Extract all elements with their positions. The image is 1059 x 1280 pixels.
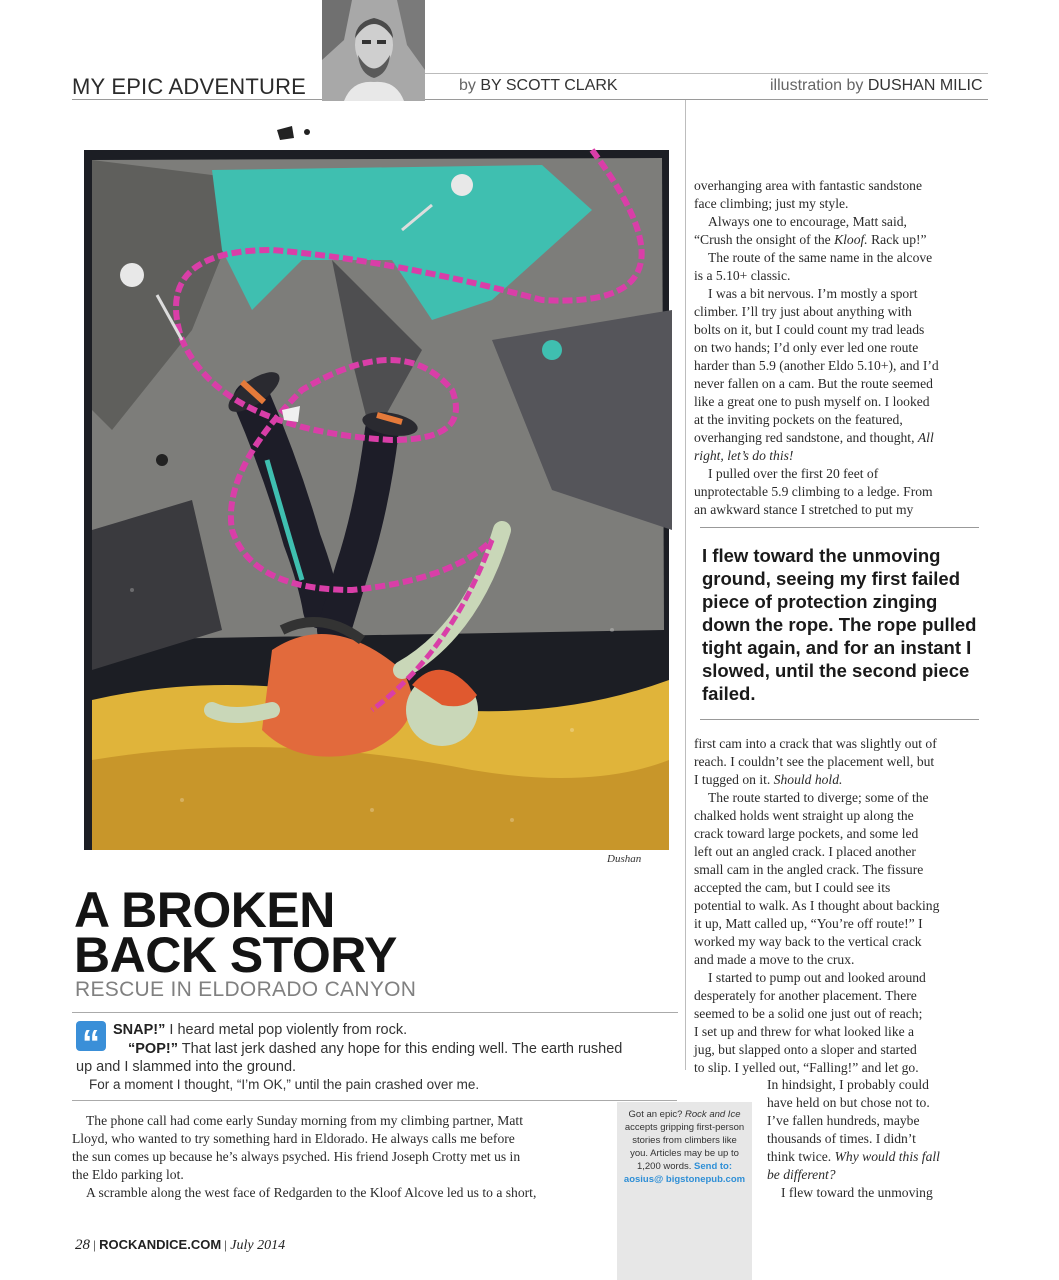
body-right-line: I’ve fallen hundreds, maybe bbox=[767, 1113, 920, 1128]
callout-text bbox=[623, 1108, 746, 1186]
footer-separator: | bbox=[224, 1237, 228, 1252]
illustrator-prefix: illustration by bbox=[770, 77, 864, 94]
body-right-line: Always one to encourage, Matt said, bbox=[708, 214, 907, 229]
body-right-line: thousands of times. I didn’t bbox=[767, 1131, 916, 1146]
illustrator-name: DUSHAN MILIC bbox=[867, 77, 983, 94]
intro-pop-rest: That last jerk dashed any hope for this ending well. The earth rushed bbox=[177, 1041, 623, 1057]
intro-snap-rest: I heard metal pop violently from rock. bbox=[165, 1022, 408, 1038]
body-right-line: overhanging area with fantastic sandstone bbox=[694, 178, 922, 193]
text-run: think twice. bbox=[767, 1149, 835, 1164]
author-name: BY SCOTT CLARK bbox=[480, 77, 618, 94]
text-run-italic: Why would this fall bbox=[834, 1149, 940, 1164]
body-right-line: to slip. I yelled out, “Falling!” and let go. bbox=[694, 1060, 919, 1075]
body-right-line bbox=[694, 429, 986, 447]
body-right-line: I started to pump out and looked around bbox=[708, 970, 926, 985]
header-rule-left bbox=[72, 99, 322, 100]
text-run: “Crush the onsight of the bbox=[694, 232, 835, 247]
callout-email-link[interactable]: Send to: aosius@ bigstonepub.com bbox=[623, 1161, 746, 1185]
intro-pop: “POP!” bbox=[128, 1041, 178, 1057]
body-left-line: the Eldo parking lot. bbox=[72, 1167, 184, 1182]
header-rule-right bbox=[425, 99, 988, 100]
subtitle-rule bbox=[72, 1012, 678, 1013]
text-run: overhanging red sandstone, and thought, bbox=[694, 430, 918, 445]
pull-quote: I flew toward the unmoving ground, seeing my first failed piece of protection zinging down the rope. The rope pulled tight again, and for an instant I slowed, until the second piece failed. bbox=[702, 545, 977, 704]
body-right-line: harder than 5.9 (another Eldo 5.10+), and I’d bbox=[694, 358, 939, 373]
body-right-line: left out an angled crack. I placed another bbox=[694, 844, 916, 859]
body-right-line bbox=[694, 771, 986, 789]
body-right-line: face climbing; just my style. bbox=[694, 196, 849, 211]
page-number: 28 bbox=[75, 1237, 90, 1253]
body-left-line: A scramble along the west face of Redgarden to the Kloof Alcove led us to a short, bbox=[86, 1185, 537, 1200]
body-right-line: I flew toward the unmoving bbox=[781, 1185, 933, 1200]
body-right-bottom bbox=[767, 1076, 987, 1202]
text-run-italic: Should hold. bbox=[773, 772, 843, 787]
body-right-line bbox=[694, 231, 986, 249]
body-right-line bbox=[694, 447, 986, 465]
body-right-line: The route started to diverge; some of the bbox=[708, 790, 929, 805]
body-right-line: bolts on it, but I could count my trad leads bbox=[694, 322, 925, 337]
footer-site-link[interactable]: ROCKANDICE.COM bbox=[99, 1237, 222, 1252]
callout-lead: Got an epic? bbox=[628, 1109, 686, 1120]
body-right-line: crack toward large pockets, and some led bbox=[694, 826, 919, 841]
callout-body: accepts gripping first-person stories from climbers like you. Articles may be up to 1,200 words. bbox=[624, 1122, 745, 1172]
body-right-line: The route of the same name in the alcove bbox=[708, 250, 933, 265]
illustrator-byline bbox=[770, 77, 983, 95]
title-line-1: A BROKEN bbox=[74, 882, 335, 938]
quote-mark-icon: “ bbox=[76, 1021, 106, 1051]
pullquote-rule-bottom bbox=[700, 719, 979, 720]
illustration-signature: Dushan bbox=[607, 853, 642, 865]
body-right-line: climber. I’ll try just about anything with bbox=[694, 304, 912, 319]
footer-separator: | bbox=[93, 1237, 96, 1252]
page-footer bbox=[75, 1237, 285, 1254]
callout-magazine: Rock and Ice bbox=[685, 1109, 741, 1120]
pullquote-rule-top bbox=[700, 527, 979, 528]
body-right-line: I was a bit nervous. I’m mostly a sport bbox=[708, 286, 918, 301]
byline-prefix: by bbox=[459, 77, 476, 94]
body-right-line: and made a move to the crux. bbox=[694, 952, 855, 967]
intro-line-3: up and I slammed into the ground. bbox=[76, 1059, 297, 1075]
body-right-line: reach. I couldn’t see the placement well, but bbox=[694, 754, 935, 769]
article-subtitle: RESCUE IN ELDORADO CANYON bbox=[75, 978, 417, 1001]
body-left-line: Lloyd, who wanted to try something hard in Eldorado. He always calls me before bbox=[72, 1131, 515, 1146]
intro-snap: SNAP!” bbox=[113, 1022, 166, 1038]
body-right-line: have held on but chose not to. bbox=[767, 1095, 930, 1110]
body-right-line: first cam into a crack that was slightly out of bbox=[694, 736, 937, 751]
body-right-line bbox=[767, 1166, 987, 1184]
body-left-column bbox=[72, 1112, 612, 1202]
header-rule-top bbox=[425, 73, 988, 74]
author-byline bbox=[459, 77, 618, 95]
intro-line-2 bbox=[128, 1040, 622, 1058]
intro-line-4: For a moment I thought, “I’m OK,” until the pain crashed over me. bbox=[89, 1077, 480, 1092]
body-right-line: like a great one to push myself on. I looked bbox=[694, 394, 930, 409]
text-run: Rack up!” bbox=[867, 232, 927, 247]
body-left-line: the sun comes up because he’s always psyched. His friend Joseph Crotty met us in bbox=[72, 1149, 521, 1164]
body-right-line: worked my way back to the vertical crack bbox=[694, 934, 922, 949]
body-right-line: chalked holds went straight up along the bbox=[694, 808, 914, 823]
body-right-line: at the inviting pockets on the featured, bbox=[694, 412, 903, 427]
intro-line-1 bbox=[113, 1021, 407, 1039]
body-right-line: seemed to be a solid one just out of reach; bbox=[694, 1006, 923, 1021]
body-right-line: I pulled over the first 20 feet of bbox=[708, 466, 879, 481]
body-right-mid bbox=[694, 735, 986, 1077]
body-right-line: it up, Matt called up, “You’re off route!” I bbox=[694, 916, 923, 931]
title-line-2: BACK STORY bbox=[74, 927, 397, 983]
text-run: I tugged on it. bbox=[694, 772, 774, 787]
body-right-line: desperately for another placement. There bbox=[694, 988, 917, 1003]
body-right-line: unprotectable 5.9 climbing to a ledge. From bbox=[694, 484, 933, 499]
text-run-italic: Kloof. bbox=[834, 232, 868, 247]
body-right-line: is a 5.10+ classic. bbox=[694, 268, 791, 283]
body-right-line: never fallen on a cam. But the route seemed bbox=[694, 376, 933, 391]
body-right-line: small cam in the angled crack. The fissure bbox=[694, 862, 924, 877]
body-right-line: on two hands; I’d only ever led one route bbox=[694, 340, 919, 355]
text-run-italic: right, let’s do this! bbox=[694, 448, 794, 463]
issue-date: July 2014 bbox=[230, 1238, 286, 1253]
body-right-line: I set up and threw for what looked like a bbox=[694, 1024, 915, 1039]
body-right-line: accepted the cam, but I could see its bbox=[694, 880, 891, 895]
body-right-top bbox=[694, 177, 986, 519]
text-run-italic: All bbox=[917, 430, 934, 445]
body-right-line bbox=[767, 1148, 987, 1166]
body-right-line: jug, but slapped onto a sloper and started bbox=[694, 1042, 917, 1057]
column-divider bbox=[685, 100, 686, 1070]
article-title bbox=[74, 882, 397, 983]
author-photo bbox=[322, 0, 425, 101]
body-left-line: The phone call had come early Sunday morning from my climbing partner, Matt bbox=[86, 1113, 523, 1128]
intro-rule bbox=[72, 1100, 677, 1101]
section-kicker: MY EPIC ADVENTURE bbox=[72, 74, 307, 99]
body-right-line: potential to walk. As I thought about backing bbox=[694, 898, 940, 913]
body-right-line: an awkward stance I stretched to put my bbox=[694, 502, 914, 517]
submission-callout bbox=[617, 1102, 752, 1280]
body-right-line: In hindsight, I probably could bbox=[767, 1077, 929, 1092]
article-illustration bbox=[72, 110, 677, 895]
text-run-italic: be different? bbox=[767, 1167, 836, 1182]
